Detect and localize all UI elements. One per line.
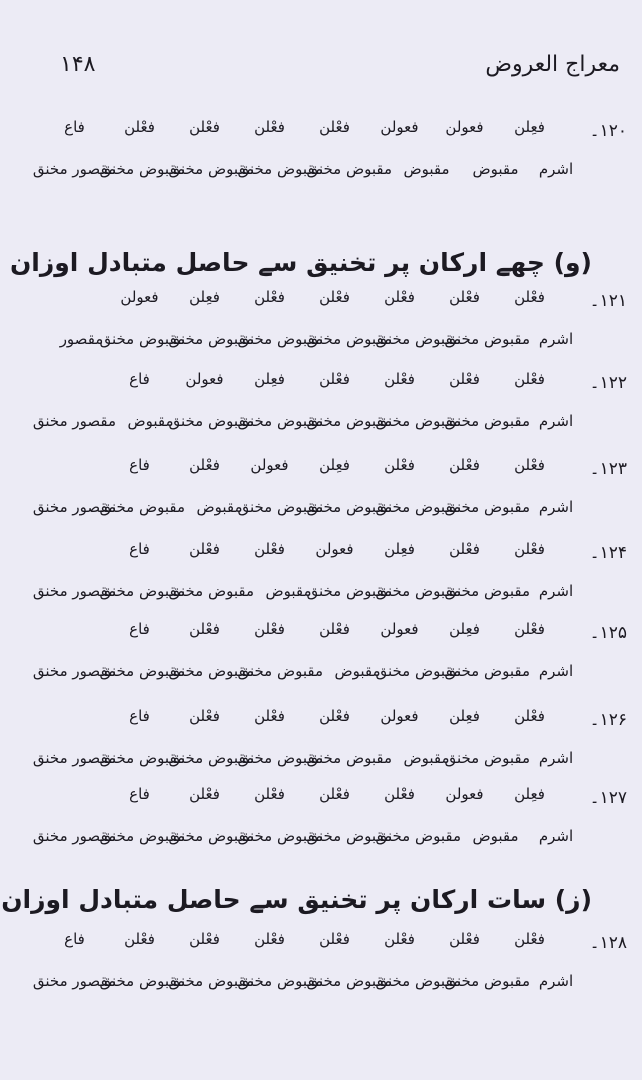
meter-word: فاع bbox=[129, 456, 150, 474]
meter-words-row bbox=[42, 930, 562, 948]
meter-word: فعْلن bbox=[254, 785, 285, 803]
meter-type: مقصور مخنق bbox=[32, 972, 116, 990]
meter-word: فعْلن bbox=[189, 930, 220, 948]
meter-word: فاع bbox=[64, 930, 85, 948]
meter-type: مقبوض bbox=[127, 412, 174, 430]
entry-number: ۱۲۶۔ bbox=[589, 710, 627, 730]
meter-word: فعْلن bbox=[254, 118, 285, 136]
meter-word: فاع bbox=[129, 707, 150, 725]
meter-word: فعْلن bbox=[384, 930, 415, 948]
meter-types-row bbox=[22, 749, 582, 767]
meter-word: فعْلن bbox=[449, 288, 480, 306]
meter-word: فعْلن bbox=[514, 930, 545, 948]
meter-type: مقبوض bbox=[403, 160, 450, 178]
meter-type: مقبوض مخنق bbox=[306, 412, 392, 430]
meter-words-row bbox=[42, 456, 562, 474]
meter-word: فعْلن bbox=[189, 118, 220, 136]
meter-types-row bbox=[22, 827, 582, 845]
meter-word: فعْلن bbox=[254, 540, 285, 558]
meter-type: اشرم bbox=[538, 412, 574, 430]
meter-types-row bbox=[22, 160, 582, 178]
meter-word: فعْلن bbox=[514, 456, 545, 474]
meter-word: فعْلن bbox=[514, 620, 545, 638]
meter-type: مقصور مخنق bbox=[32, 582, 116, 600]
meter-word: فعولن bbox=[315, 540, 354, 558]
meter-word: فعِلن bbox=[384, 540, 415, 558]
meter-type: مقصور bbox=[59, 330, 104, 348]
entry-number: ۱۲۲۔ bbox=[589, 373, 627, 393]
meter-types-row bbox=[22, 330, 582, 348]
meter-word: فعولن bbox=[445, 118, 484, 136]
meter-type: مقبوض مخنق bbox=[99, 330, 185, 348]
meter-type: مقبوض bbox=[403, 749, 450, 767]
meter-word: فعِلن bbox=[189, 288, 220, 306]
meter-word: فعْلن bbox=[254, 620, 285, 638]
meter-words-row bbox=[42, 118, 562, 136]
meter-word: فعْلن bbox=[189, 456, 220, 474]
meter-type: مقبوض مخنق bbox=[237, 827, 323, 845]
meter-type: اشرم bbox=[538, 827, 574, 845]
meter-type: مقبوض مخنق bbox=[375, 972, 461, 990]
meter-type: مقبوض مخنق bbox=[375, 827, 461, 845]
meter-words-row bbox=[42, 288, 562, 306]
meter-type: مقبوض bbox=[265, 582, 312, 600]
meter-type: مقبوض مخنق bbox=[237, 160, 323, 178]
meter-types-row bbox=[22, 412, 582, 430]
meter-word: فعِلن bbox=[254, 370, 285, 388]
meter-word: فعْلن bbox=[124, 930, 155, 948]
meter-type: اشرم bbox=[538, 330, 574, 348]
meter-type: مقبوض مخنق bbox=[375, 582, 461, 600]
meter-type: اشرم bbox=[538, 749, 574, 767]
meter-words-row bbox=[42, 707, 562, 725]
meter-word: فعولن bbox=[445, 785, 484, 803]
meter-word: فعِلن bbox=[319, 456, 350, 474]
meter-word: فعولن bbox=[120, 288, 159, 306]
meter-type: مقصور مخنق bbox=[32, 749, 116, 767]
meter-type: مقبوض مخنق bbox=[168, 749, 254, 767]
meter-words-row bbox=[42, 785, 562, 803]
meter-type: مقبوض مخنق bbox=[375, 498, 461, 516]
running-title: معراج العروض bbox=[485, 52, 620, 77]
section-heading: (و) چھے ارکان پر تخنیق سے حاصل متبادل اوزان bbox=[9, 248, 592, 277]
meter-word: فعْلن bbox=[449, 930, 480, 948]
meter-word: فعْلن bbox=[449, 456, 480, 474]
meter-word: فعْلن bbox=[189, 785, 220, 803]
meter-type: مقبوض مخنق bbox=[237, 498, 323, 516]
entry-number: ۱۲۷۔ bbox=[589, 788, 627, 808]
meter-type: مقبوض مخنق bbox=[375, 412, 461, 430]
meter-word: فعْلن bbox=[514, 707, 545, 725]
meter-type: مقبوض مخنق bbox=[444, 972, 530, 990]
meter-type: مقبوض مخنق bbox=[375, 662, 461, 680]
meter-type: مقبوض مخنق bbox=[99, 662, 185, 680]
meter-type: مقبوض مخنق bbox=[375, 330, 461, 348]
meter-type: مقبوض bbox=[334, 662, 381, 680]
meter-type: مقبوض مخنق bbox=[99, 972, 185, 990]
meter-word: فاع bbox=[64, 118, 85, 136]
meter-type: مقبوض مخنق bbox=[237, 412, 323, 430]
meter-type: مقبوض مخنق bbox=[99, 498, 185, 516]
meter-type: مقصور مخنق bbox=[32, 827, 116, 845]
meter-word: فعْلن bbox=[189, 540, 220, 558]
meter-type: مقبوض مخنق bbox=[306, 827, 392, 845]
meter-type: مقبوض مخنق bbox=[237, 972, 323, 990]
meter-word: فعْلن bbox=[514, 288, 545, 306]
meter-types-row bbox=[22, 972, 582, 990]
meter-word: فعْلن bbox=[384, 288, 415, 306]
meter-word: فعِلن bbox=[449, 620, 480, 638]
meter-type: اشرم bbox=[538, 662, 574, 680]
meter-word: فعولن bbox=[250, 456, 289, 474]
entry-number: ۱۲۰۔ bbox=[589, 121, 627, 141]
meter-word: فعْلن bbox=[384, 785, 415, 803]
meter-word: فعْلن bbox=[384, 370, 415, 388]
meter-words-row bbox=[42, 620, 562, 638]
meter-word: فعْلن bbox=[254, 288, 285, 306]
meter-word: فعْلن bbox=[384, 456, 415, 474]
meter-types-row bbox=[22, 498, 582, 516]
meter-words-row bbox=[42, 370, 562, 388]
meter-type: مقصور مخنق bbox=[32, 412, 116, 430]
meter-word: فعْلن bbox=[254, 930, 285, 948]
entry-number: ۱۲۸۔ bbox=[589, 933, 627, 953]
meter-type: مقبوض مخنق bbox=[99, 160, 185, 178]
meter-type: مقبوض مخنق bbox=[444, 412, 530, 430]
meter-type: مقبوض مخنق bbox=[306, 582, 392, 600]
meter-type: مقبوض مخنق bbox=[306, 972, 392, 990]
meter-word: فعِلن bbox=[514, 785, 545, 803]
meter-type: مقصور مخنق bbox=[32, 498, 116, 516]
page-number: ۱۴۸ bbox=[60, 52, 96, 77]
meter-word: فعْلن bbox=[319, 288, 350, 306]
meter-type: مقبوض مخنق bbox=[168, 662, 254, 680]
entry-number: ۱۲۱۔ bbox=[589, 291, 627, 311]
meter-type: مقبوض مخنق bbox=[168, 412, 254, 430]
meter-word: فعْلن bbox=[189, 707, 220, 725]
meter-word: فعْلن bbox=[319, 707, 350, 725]
meter-type: مقبوض bbox=[472, 160, 519, 178]
meter-type: مقبوض مخنق bbox=[237, 749, 323, 767]
meter-type: مقبوض مخنق bbox=[444, 582, 530, 600]
meter-word: فعولن bbox=[380, 620, 419, 638]
meter-type: اشرم bbox=[538, 160, 574, 178]
meter-word: فعْلن bbox=[319, 118, 350, 136]
meter-type: مقبوض مخنق bbox=[168, 827, 254, 845]
meter-type: مقبوض مخنق bbox=[306, 498, 392, 516]
meter-word: فعولن bbox=[380, 707, 419, 725]
meter-type: مقبوض مخنق bbox=[99, 582, 185, 600]
meter-word: فعْلن bbox=[254, 707, 285, 725]
meter-type: مقبوض مخنق bbox=[99, 827, 185, 845]
meter-type: مقبوض مخنق bbox=[306, 160, 392, 178]
meter-type: مقبوض مخنق bbox=[306, 749, 392, 767]
meter-type: مقبوض مخنق bbox=[444, 662, 530, 680]
meter-type: مقبوض مخنق bbox=[168, 972, 254, 990]
meter-type: مقصور مخنق bbox=[32, 160, 116, 178]
meter-type: مقبوض مخنق bbox=[306, 330, 392, 348]
meter-word: فاع bbox=[129, 540, 150, 558]
meter-type: مقبوض مخنق bbox=[444, 498, 530, 516]
meter-words-row bbox=[42, 540, 562, 558]
meter-type: مقبوض مخنق bbox=[237, 662, 323, 680]
meter-word: فعْلن bbox=[449, 370, 480, 388]
meter-type: اشرم bbox=[538, 498, 574, 516]
meter-word: فعْلن bbox=[449, 540, 480, 558]
meter-types-row bbox=[22, 662, 582, 680]
meter-word: فعْلن bbox=[514, 540, 545, 558]
meter-word: فعْلن bbox=[319, 370, 350, 388]
entry-number: ۱۲۳۔ bbox=[589, 459, 627, 479]
meter-word: فعولن bbox=[185, 370, 224, 388]
meter-type: مقصور مخنق bbox=[32, 662, 116, 680]
meter-type: مقبوض مخنق bbox=[99, 749, 185, 767]
meter-word: فعْلن bbox=[124, 118, 155, 136]
meter-word: فعْلن bbox=[514, 370, 545, 388]
meter-type: مقبوض مخنق bbox=[168, 160, 254, 178]
section-heading: (ز) سات ارکان پر تخنیق سے حاصل متبادل اوزان bbox=[1, 885, 592, 914]
meter-word: فعْلن bbox=[319, 930, 350, 948]
meter-type: مقبوض مخنق bbox=[168, 582, 254, 600]
meter-type: مقبوض مخنق bbox=[444, 330, 530, 348]
meter-word: فاع bbox=[129, 370, 150, 388]
entry-number: ۱۲۴۔ bbox=[589, 543, 627, 563]
meter-type: مقبوض مخنق bbox=[237, 330, 323, 348]
meter-types-row bbox=[22, 582, 582, 600]
meter-word: فاع bbox=[129, 785, 150, 803]
meter-word: فاع bbox=[129, 620, 150, 638]
meter-word: فعِلن bbox=[514, 118, 545, 136]
meter-type: مقبوض مخنق bbox=[444, 749, 530, 767]
meter-word: فعْلن bbox=[189, 620, 220, 638]
meter-word: فعِلن bbox=[449, 707, 480, 725]
meter-word: فعولن bbox=[380, 118, 419, 136]
meter-type: اشرم bbox=[538, 582, 574, 600]
meter-word: فعْلن bbox=[319, 785, 350, 803]
meter-word: فعْلن bbox=[319, 620, 350, 638]
meter-type: مقبوض مخنق bbox=[168, 330, 254, 348]
entry-number: ۱۲۵۔ bbox=[589, 623, 627, 643]
meter-type: مقبوض bbox=[472, 827, 519, 845]
meter-type: اشرم bbox=[538, 972, 574, 990]
meter-type: مقبوض bbox=[196, 498, 243, 516]
